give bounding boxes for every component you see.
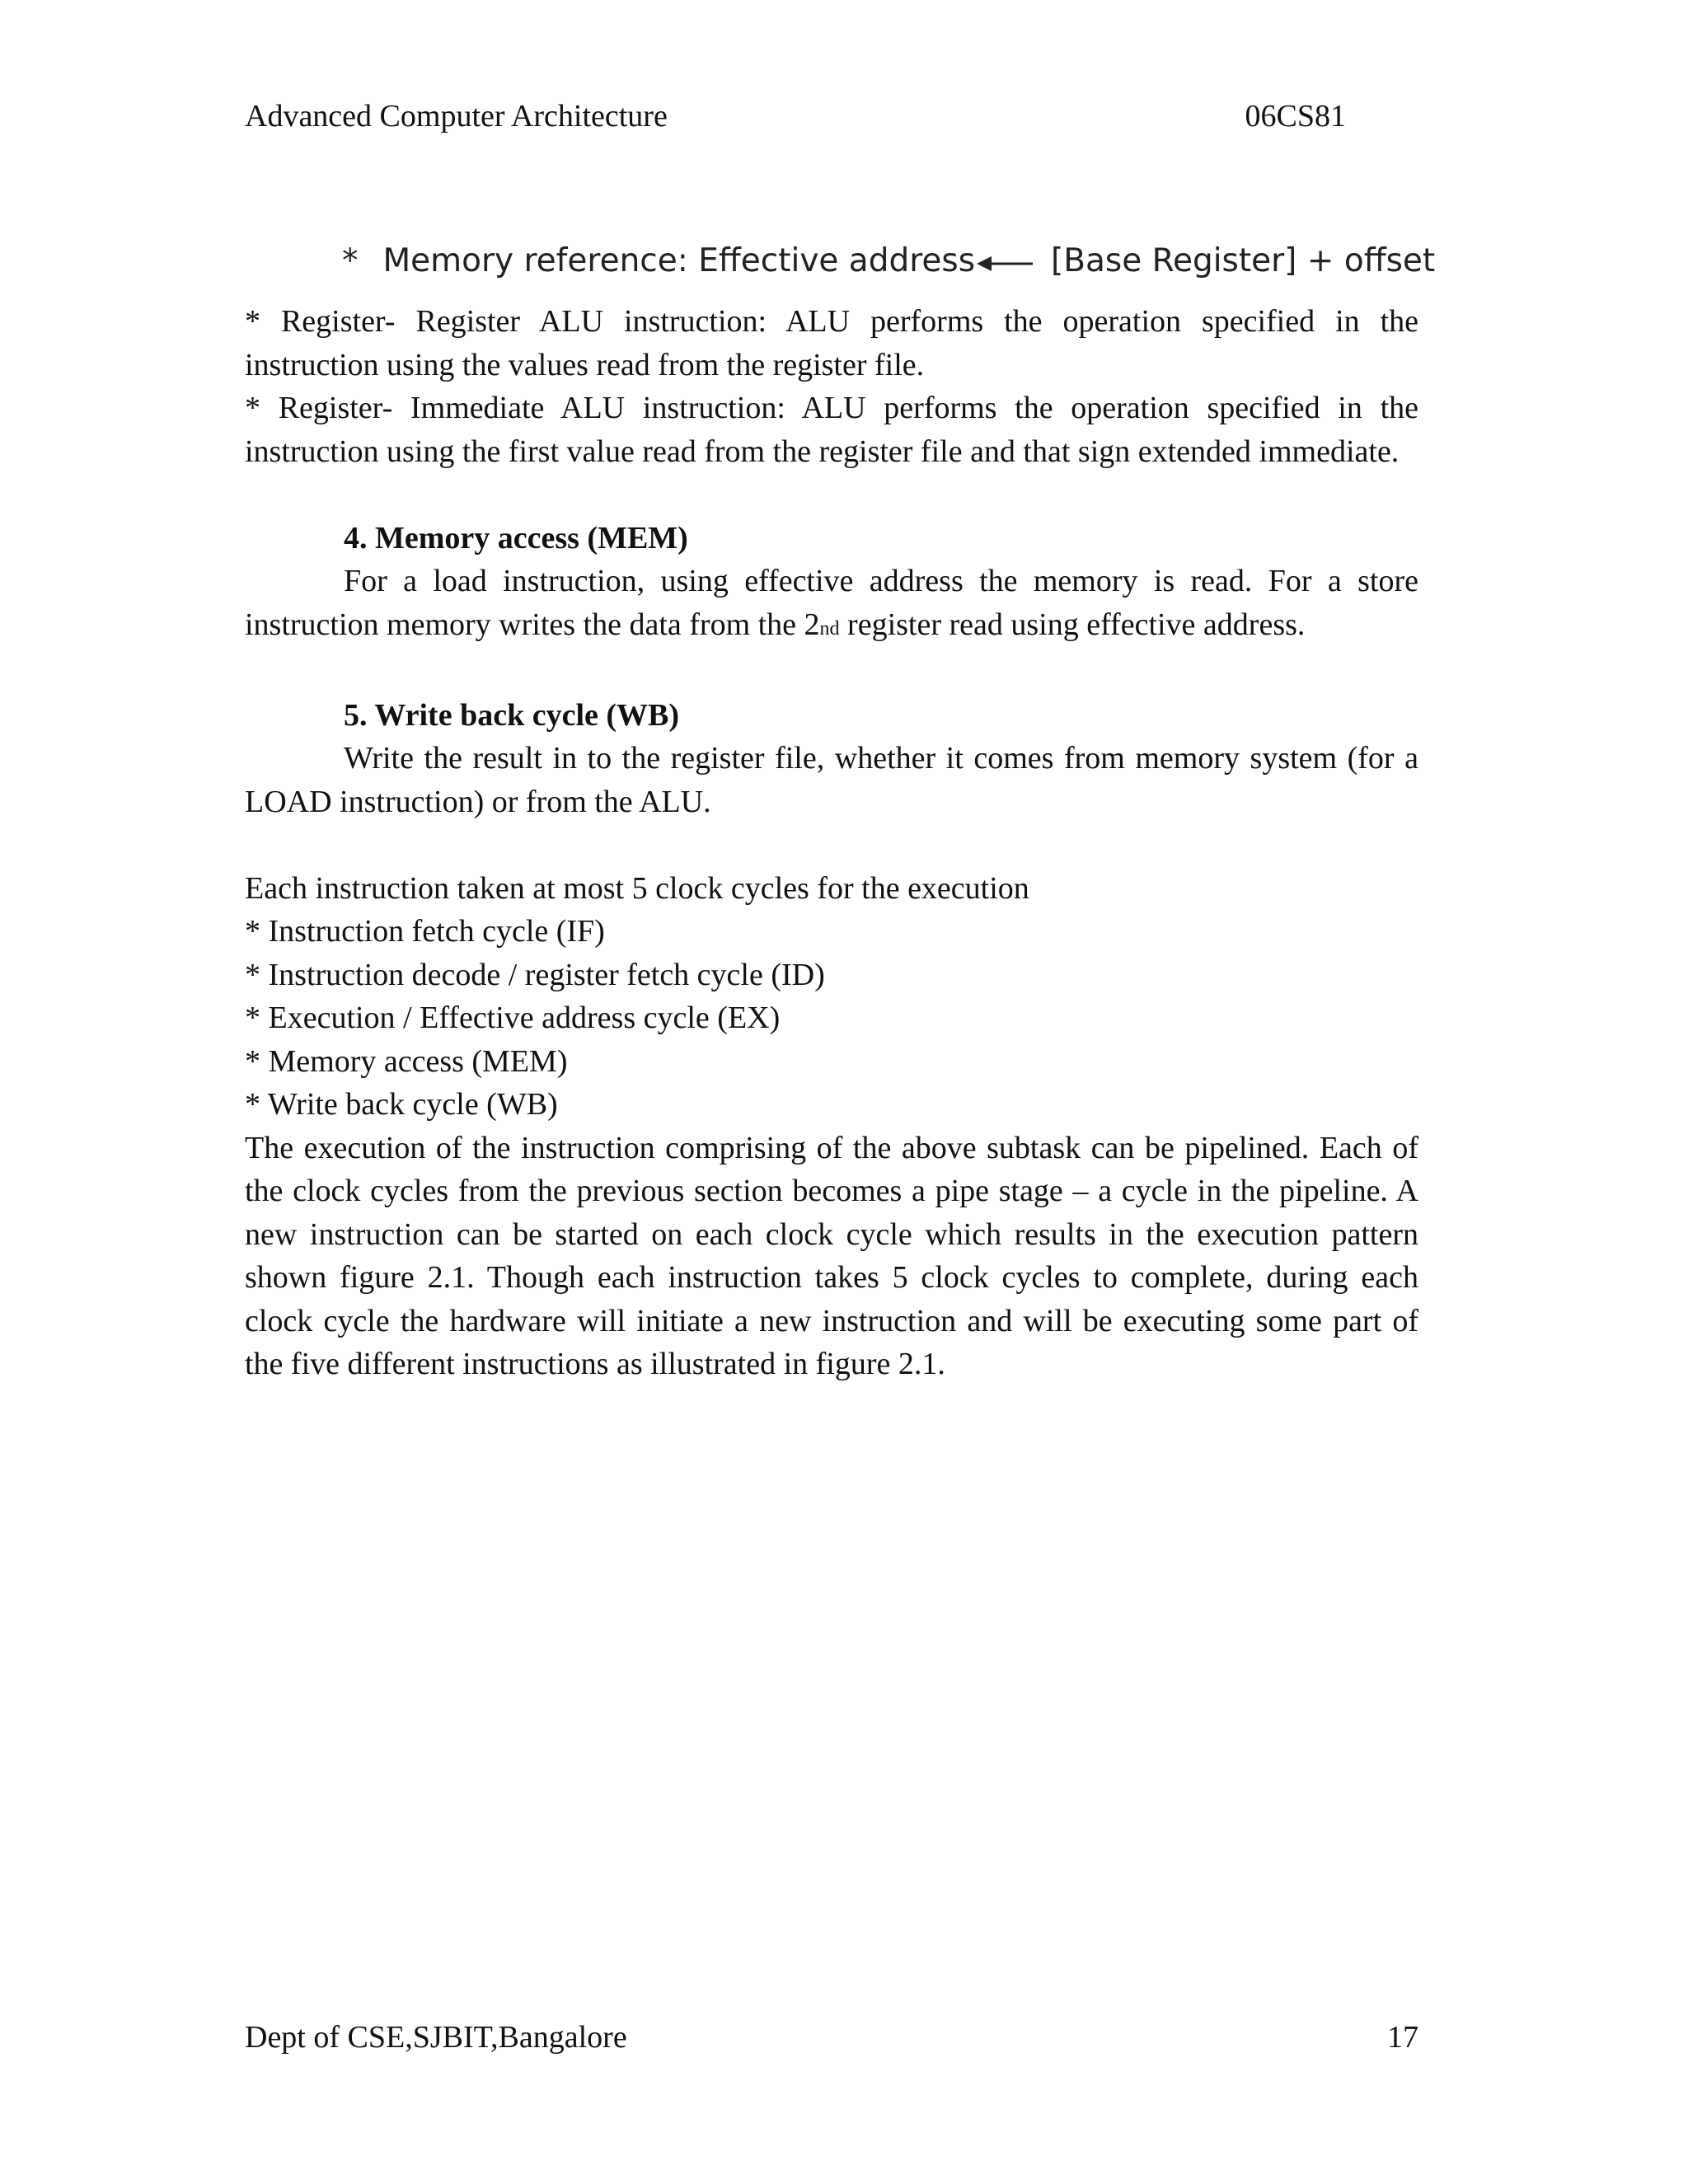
mem-section-text xyxy=(245,560,1418,650)
mem-section-heading: 4. Memory access (MEM) xyxy=(344,520,688,555)
document-body xyxy=(245,300,1418,1386)
formula-bullet: * xyxy=(342,242,359,279)
mem-superscript: nd xyxy=(819,617,840,640)
formula-left-side: Memory reference: Effective address xyxy=(382,242,976,279)
wb-section-heading: 5. Write back cycle (WB) xyxy=(344,697,680,733)
reg-imm-alu-paragraph: * Register- Immediate ALU instruction: ALU performs the operation specified in the instruction using the first value read from the register file and that sign extended immediate. xyxy=(245,391,1418,469)
reg-reg-alu-paragraph: * Register- Register ALU instruction: ALU performs the operation specified in the instruction using the values read from the register file. xyxy=(245,304,1418,382)
page-number: 17 xyxy=(1387,2020,1418,2055)
mem-text-before: For a load instruction, using effective address the memory is read. For a store instruction memory writes the data from the 2 xyxy=(245,564,1418,642)
mem-text-after: register read using effective address. xyxy=(839,607,1306,642)
cycle-item-if: * Instruction fetch cycle (IF) xyxy=(245,914,605,949)
header-title: Advanced Computer Architecture xyxy=(245,99,668,134)
cycle-item-ex: * Execution / Effective address cycle (EX) xyxy=(245,1001,781,1035)
cycle-item-mem: * Memory access (MEM) xyxy=(245,1043,568,1079)
footer-dept: Dept of CSE,SJBIT,Bangalore xyxy=(245,2020,627,2055)
cycle-item-wb: * Write back cycle (WB) xyxy=(245,1087,558,1122)
header-course-code: 06CS81 xyxy=(1245,99,1346,134)
left-arrow-icon xyxy=(977,242,1033,284)
cycle-item-id: * Instruction decode / register fetch cycle (ID) xyxy=(245,957,825,992)
cycles-intro: Each instruction taken at most 5 clock cycles for the execution xyxy=(245,870,1029,906)
wb-section-text: Write the result in to the register file, whether it comes from memory system (for a LOAD instruction) or from the ALU. xyxy=(245,741,1418,819)
memory-reference-formula xyxy=(342,241,1436,284)
pipeline-paragraph: The execution of the instruction comprising of the above subtask can be pipelined. Each of the clock cycles from the previous section becomes a pipe stage – a cycle in the pipeline. A new instruction can be started on each clock cycle which results in the execution pattern shown figure 2.1. Though each instruction takes 5 clock cycles to complete, during each clock cycle the hardware will initiate a new instruction and will be executing some part of the five different instructions as illustrated in figure 2.1. xyxy=(245,1130,1418,1381)
formula-right-side: [Base Register] + offset xyxy=(1051,242,1436,279)
